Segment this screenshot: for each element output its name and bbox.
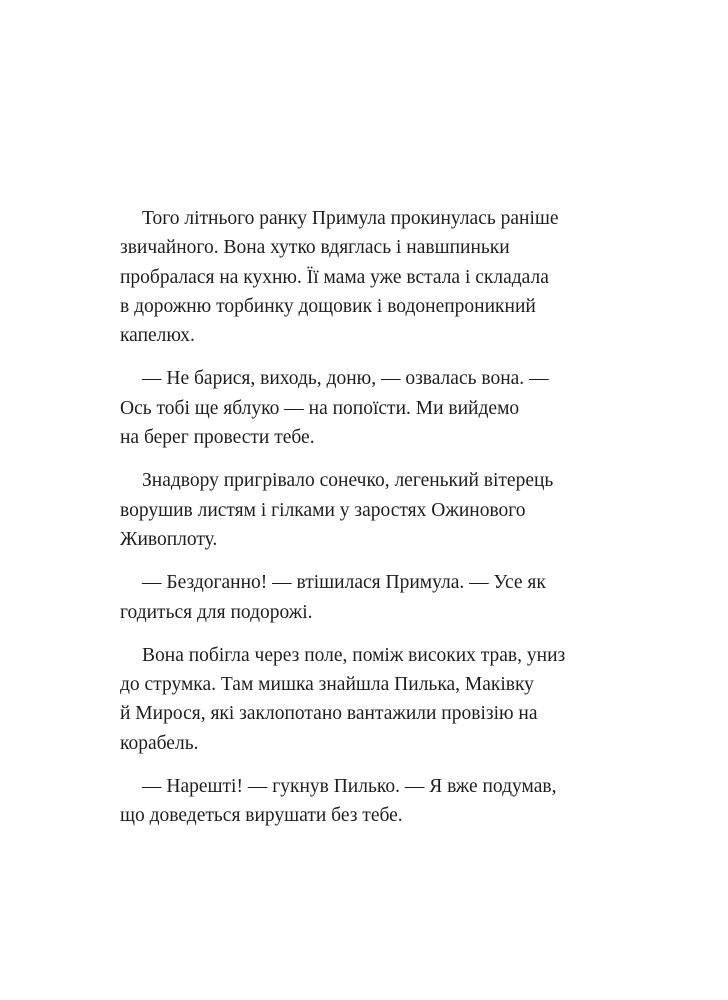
text-line: на берег провести тебе. [120, 427, 315, 449]
text-line: й Мирося, які заклопотано вантажили провізію на [120, 703, 538, 725]
text-line: Того літнього ранку Примула прокинулась раніше [142, 208, 559, 229]
text-line: годиться для подорожі. [120, 601, 313, 623]
text-line: ворушив листям і гілками у заростях Ожинового [120, 499, 526, 521]
text-line: що доведеться вирушати без тебе. [120, 805, 403, 827]
text-line: — Нарешті! — гукнув Пилько. — Я вже подумав, [142, 776, 557, 798]
text-line: в дорожню торбинку дощовик і водонепроникний [120, 295, 536, 317]
text-line: капелюх. [120, 325, 195, 347]
text-line: Знадвору пригрівало сонечко, легенький вітерець [142, 470, 554, 492]
text-line: до струмка. Там мишка знайшла Пилька, Маківку [120, 674, 534, 696]
text-line: Ось тобі ще яблуко — на попоїсти. Ми вийдемо [120, 397, 520, 419]
text-line: корабель. [120, 732, 199, 754]
paragraph [120, 641, 620, 758]
text-line: — Не барися, виходь, доню, — озвалась вона. — [142, 368, 549, 390]
paragraph [120, 568, 620, 627]
text-line: Вона побігла через поле, поміж високих трав, униз [142, 644, 566, 666]
text-line: — Бездоганно! — втішилася Примула. — Усе як [142, 572, 546, 594]
paragraph [120, 772, 620, 831]
paragraph [120, 364, 620, 452]
paragraph [120, 204, 620, 350]
text-line: звичайного. Вона хутко вдяглась і навшпиньки [120, 237, 510, 259]
page-text [120, 204, 620, 845]
text-line: пробралася на кухню. Її мама уже встала і складала [120, 266, 549, 288]
text-line: Живоплоту. [120, 528, 218, 550]
paragraph [120, 466, 620, 554]
